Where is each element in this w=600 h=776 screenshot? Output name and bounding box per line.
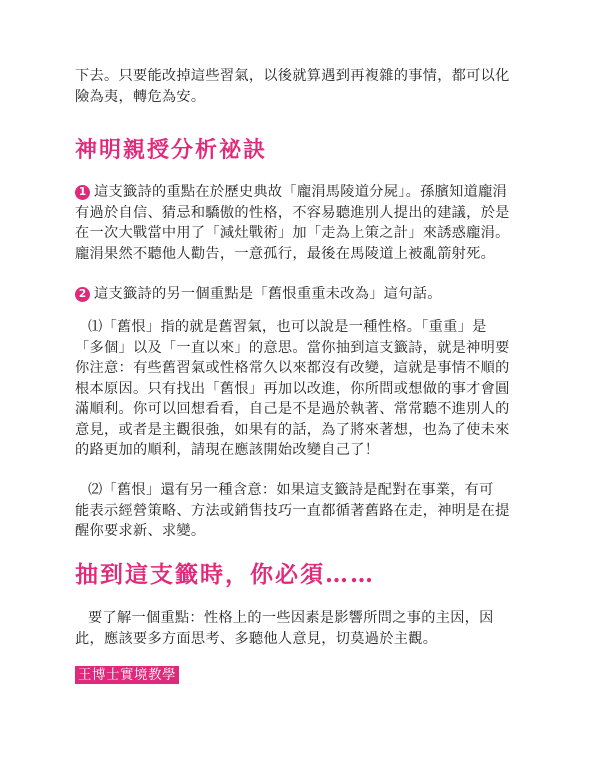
point-2-paragraph bbox=[75, 284, 530, 305]
text-line: 有過於自信、猜忌和驕傲的性格，不容易聽進別人提出的建議，於是 bbox=[75, 204, 510, 221]
text-line: ⑴「舊恨」指的就是舊習氣，也可以說是一種性格。「重重」是 bbox=[88, 319, 487, 335]
text-line: 意見，或者是主觀很強，如果有的話，為了將來著想，也為了使未來 bbox=[75, 421, 510, 438]
text-line: 你注意：有些舊習氣或性格常久以來都沒有改變，這就是事情不順的 bbox=[75, 360, 510, 376]
advice-paragraph bbox=[75, 608, 530, 649]
number-badge-2: 2 bbox=[75, 287, 90, 302]
text-line: 的路更加的順利，請現在應該開始改變自己了！ bbox=[75, 442, 380, 458]
text-line: 「多個」以及「一直以來」的意思。當你抽到這支籤詩，就是神明要 bbox=[75, 339, 510, 356]
section-heading-must: 抽到這支籤時，你必須…… bbox=[75, 561, 375, 588]
text-line: 能表示經營策略、方法或銷售技巧一直都循著舊路在走，神明是在提 bbox=[75, 502, 510, 519]
text-line: 根本原因。只有找出「舊恨」再加以改進，你所問或想做的事才會圓 bbox=[75, 380, 510, 397]
section-heading-analysis: 神明親授分析祕訣 bbox=[75, 137, 268, 163]
text-line: 下去。只要能改掉這些習氣，以後就算遇到再複雜的事情，都可以化 bbox=[75, 68, 510, 84]
intro-paragraph bbox=[75, 66, 530, 107]
text-line: ⑵「舊恨」還有另一種含意：如果這支籤詩是配對在事業，有可 bbox=[88, 482, 494, 498]
text-line: 險為夷，轉危為安。 bbox=[75, 88, 206, 105]
text-span: 這支籤詩的重點在於歷史典故「龐涓馬陵道分屍」。孫臏知道龐涓 bbox=[94, 184, 508, 200]
teaching-tag: 王博士實境教學 bbox=[75, 666, 179, 684]
sub-point-1-paragraph bbox=[75, 317, 530, 461]
text-line: 龐涓果然不聽他人勸告，一意孤行，最後在馬陵道上被亂箭射死。 bbox=[75, 245, 496, 262]
number-badge-1: 1 bbox=[75, 185, 90, 200]
text-line: 醒你要求新、求變。 bbox=[75, 523, 206, 539]
text-span: 這支籤詩的另一個重點是「舊恨重重未改為」這句話。 bbox=[94, 286, 442, 302]
text-line: 滿順利。你可以回想看看，自己是不是過於執著、常常聽不進別人的 bbox=[75, 401, 510, 417]
text-line bbox=[75, 182, 530, 203]
point-1-paragraph bbox=[75, 182, 530, 264]
text-line: 此，應該要多方面思考、多聽他人意見，切莫過於主觀。 bbox=[75, 630, 438, 647]
text-line: 要了解一個重點：性格上的一些因素是影響所問之事的主因，因 bbox=[88, 610, 494, 626]
sub-point-2-paragraph bbox=[75, 480, 530, 542]
text-line bbox=[75, 284, 530, 305]
text-line: 在一次大戰當中用了「減灶戰術」加「走為上策之計」來誘惑龐涓。 bbox=[75, 225, 510, 241]
